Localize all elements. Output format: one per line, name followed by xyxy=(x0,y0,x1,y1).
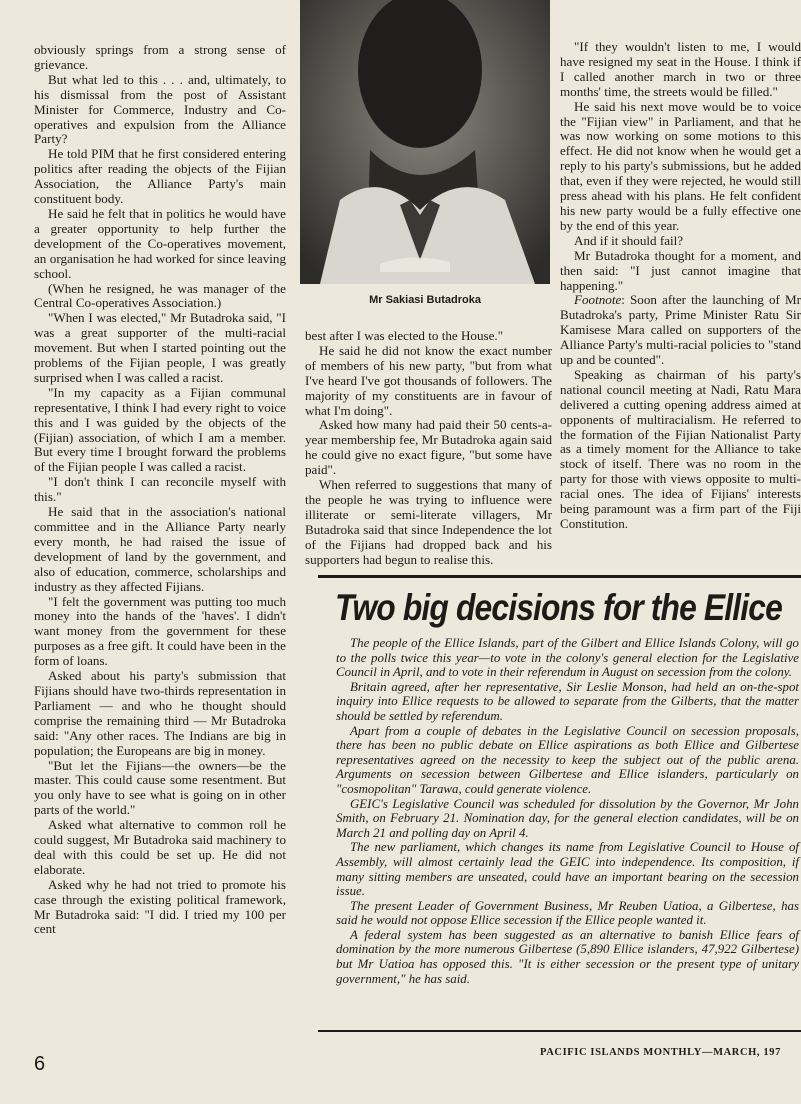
footnote-label: Footnote xyxy=(574,292,622,308)
bottom-rule xyxy=(318,1030,801,1032)
paragraph: The new parliament, which changes its name from Legislative Council to House of Assembly, will almost certainly lead the GEIC into independence. Its composition, if many sitting members are unseated, could have an important bearing on the secession issue. xyxy=(336,840,799,899)
paragraph: The present Leader of Government Business, Mr Reuben Uatioa, a Gilbertese, has said he would not oppose Ellice secession if the Ellice people wanted it. xyxy=(336,898,799,928)
paragraph: He said that in the association's national committee and in the Alliance Party nearly every month, he had raised the issue of development of land by the government, and also of education, commerce, scholarships and industry as they affected Fijians. xyxy=(34,504,286,594)
paragraph: The people of the Ellice Islands, part of the Gilbert and Ellice Islands Colony, will go to the polls twice this year—to vote in the colony's general election for the Legislative Council in April, and to vote in their referendum in August on secession from the colony. xyxy=(336,636,799,680)
article-divider xyxy=(318,575,801,578)
paragraph: When referred to suggestions that many of the people he was trying to influence were illiterate or semi-literate villagers, Mr Butadroka said that since Independence the lot of the Fijians had dropped back and his supporters had begun to realise this. xyxy=(305,477,552,567)
paragraph: "I felt the government was putting too much money into the hands of the 'haves'. I didn't want money from the government for these purposes as a free gift. It could have been in the form of loans. xyxy=(34,593,286,669)
page-footer: PACIFIC ISLANDS MONTHLY—MARCH, 197 xyxy=(540,1047,781,1058)
footnote xyxy=(560,293,801,532)
paragraph: "When I was elected," Mr Butadroka said, "I was a great supporter of the multi-racial movement. But when I started pointing out the problems of the Fijian people, I was greatly surprised when I was called a racist. xyxy=(34,310,286,385)
portrait-photo xyxy=(300,0,550,284)
paragraph: "I don't think I can reconcile myself with this." xyxy=(34,474,286,505)
paragraph: "But let the Fijians—the owners—be the master. This could cause some resentment. But you only have to see what is going on in other parts of the world." xyxy=(34,757,286,818)
footnote-paragraph: Speaking as chairman of his party's national council meeting at Nadi, Ratu Mara delivered a cutting opening address aimed at opponents of multiracialism. He referred to the formation of the Fijian Nationalist Party as a timely moment for the Alliance to take stock of itself. There was no room in the party for those with views opposite to multi-racial ones. The idea of Fijians' interests being paramount was a firm part of the Fiji Constitution. xyxy=(560,366,801,531)
ellice-headline: Two big decisions for the Ellice xyxy=(335,587,782,628)
paragraph: He said his next move would be to voice the "Fijian view" in Parliament, and that he was now working on some motions to this effect. He did not know when he would get a reply to his party's submissions, but he added that, even if they were rejected, he would still press ahead with his plans. He felt confident his new party would be a fully effective one by the end of this year. xyxy=(560,98,801,233)
paragraph: Asked what alternative to common roll he could suggest, Mr Butadroka said machinery to deal with this could be set up. He did not elaborate. xyxy=(34,817,286,877)
paragraph: "If they wouldn't listen to me, I would have resigned my seat in the House. I think if I called another march in two or three months' time, the streets would be filled." xyxy=(560,39,801,99)
portrait-icon xyxy=(300,0,550,284)
paragraph: He said he felt that in politics he would have a greater opportunity to help further the development of the Co-operatives movement, an organisation he had worked for since leaving school. xyxy=(34,205,286,281)
footnote-text: : Soon after the launching of Mr Butadroka's party, Prime Minister Ratu Sir Kamisese Mara called on supporters of the Alliance Party's multi-racial policies to "stand up and be counted". xyxy=(560,292,801,368)
paragraph: Mr Butadroka thought for a moment, and then said: "I just cannot imagine that happening." xyxy=(560,247,801,293)
paragraph: best after I was elected to the House." xyxy=(305,328,504,343)
right-column-body xyxy=(560,40,801,293)
paragraph: Asked why he had not tried to promote his case through the existing political framework, Mr Butadroka said: "I did. I tried my 100 per cent xyxy=(34,876,286,937)
footnote-paragraph xyxy=(560,293,801,368)
paragraph: obviously springs from a strong sense of grievance. xyxy=(34,42,286,72)
paragraph: A federal system has been suggested as an alternative to banish Ellice fears of domination by the more numerous Gilbertese (5,890 Ellice islanders, 47,922 Gilbertese) but Mr Uatioa has opposed this. "It is either secession or the present type of unitary government," he has said. xyxy=(336,927,799,986)
ellice-article-body xyxy=(336,636,799,986)
paragraph: But what led to this . . . and, ultimately, to his dismissal from the post of Assistant Minister for Commerce, Industry and Co-operatives and expulsion from the Alliance Party? xyxy=(34,71,286,147)
left-column xyxy=(34,43,286,937)
paragraph: GEIC's Legislative Council was scheduled for dissolution by the Governor, Mr John Smith, on February 21. Nomination day, for the general election candidates, will be on March 21 and polling day on April 4. xyxy=(336,796,799,840)
paragraph: He told PIM that he first considered entering politics after reading the objects of the Fijian Association, the Alliance Party's main constituent body. xyxy=(34,146,286,207)
paragraph: Asked how many had paid their 50 cents-a-year membership fee, Mr Butadroka again said he could give no exact figure, "but some have paid". xyxy=(305,417,552,478)
page-number: 6 xyxy=(34,1053,46,1075)
middle-column xyxy=(305,329,552,568)
paragraph: And if it should fail? xyxy=(574,232,684,248)
photo-caption: Mr Sakiasi Butadroka xyxy=(369,294,481,306)
paragraph: Apart from a couple of debates in the Legislative Council on secession proposals, there has been no public debate on Ellice aspirations as both Ellice and Gilbertese representatives agreed on the necessity to keep the subject out of the public arena. Arguments on secession between Gilbertese and Ellice islanders, particularly on "cosmopolitan" Tarawa, could generate violence. xyxy=(336,723,799,796)
paragraph: Asked about his party's submission that Fijians should have two-thirds representation in Parliament — and who he thought should comprise the remaining third — Mr Butadroka said: "Any other races. The Indians are big in population; the Europeans are big in money. xyxy=(34,668,286,758)
paragraph: He said he did not know the exact number of members of his new party, "but from what I've heard I've got thousands of followers. The majority of my constituents are in favour of what I'm doing". xyxy=(305,342,552,418)
right-column xyxy=(560,40,801,532)
paragraph: Britain agreed, after her representative, Sir Leslie Monson, had held an on-the-spot inquiry into Ellice requests to be allowed to separate from the Gilberts, that the matter should be settled by referendum. xyxy=(336,679,799,723)
paragraph: (When he resigned, he was manager of the Central Co-operatives Association.) xyxy=(34,280,286,311)
paragraph: "In my capacity as a Fijian communal representative, I think I had every right to voice this and I was guided by the objects of the (Fijian) association, of which I am a member. But every time I brought forward the problems of the Fijian people I was called a racist. xyxy=(34,384,286,475)
